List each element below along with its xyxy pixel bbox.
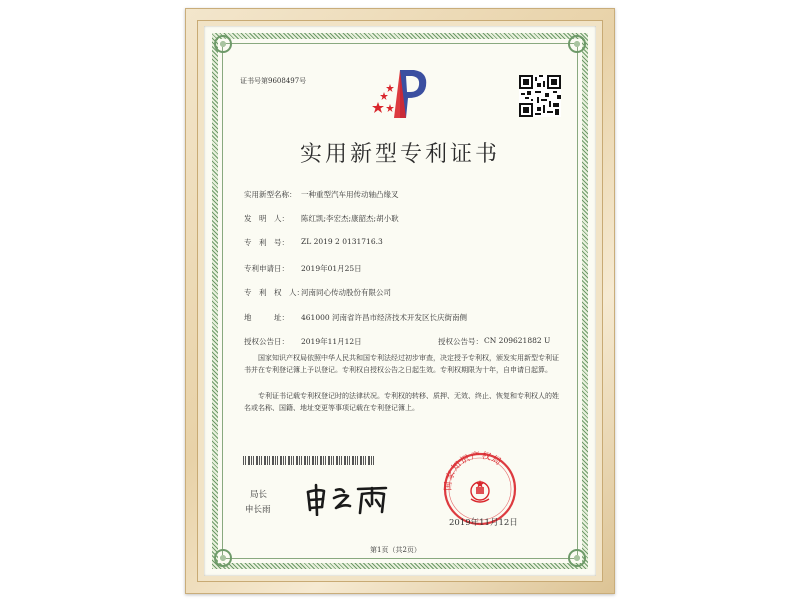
field-label-address: 地 址： — [244, 313, 289, 322]
director-signature — [302, 482, 394, 516]
grant-statement: 国家知识产权局依照中华人民共和国专利法经过初步审查，决定授予专利权，颁发实用新型专利证书并在专利登记簿上予以登记。专利权自授权公告之日起生效。专利权期限为十年，自申请日起算。 — [244, 354, 559, 374]
corner-ornament — [568, 549, 586, 567]
field-label-filing-date: 专利申请日： — [244, 264, 289, 273]
field-label-patentee: 专 利 权 人： — [244, 288, 304, 297]
corner-ornament — [214, 35, 232, 53]
field-label-patent-no: 专 利 号： — [244, 238, 289, 247]
svg-text:国家知识产权局: 国家知识产权局 — [443, 451, 504, 492]
field-label-inventors: 发 明 人： — [244, 214, 289, 223]
legal-status-note: 专利证书记载专利权登记时的法律状况。专利权的转移、质押、无效、终止、恢复和专利权人的姓名或名称、国籍、地址变更等事项记载在专利登记簿上。 — [244, 392, 559, 412]
director-name: 申长雨 — [245, 505, 271, 515]
field-label-announce-no: 授权公告号： — [438, 337, 483, 346]
field-value-announce-no: CN 209621882 U — [484, 336, 551, 345]
corner-ornament — [214, 549, 232, 567]
field-value-grant-date: 2019年11月12日 — [301, 337, 362, 346]
barcode-icon — [243, 456, 375, 465]
field-value-name: 一种重型汽车用传动轴凸缘叉 — [301, 190, 399, 199]
issue-date: 2019年11月12日 — [449, 518, 518, 528]
field-value-patentee: 河南同心传动股份有限公司 — [301, 288, 391, 297]
field-label-grant-date: 授权公告日： — [244, 337, 289, 346]
cnipa-logo-icon — [370, 66, 434, 122]
certificate-number: 证书号第9608497号 — [240, 77, 307, 85]
field-label-name: 实用新型名称： — [244, 190, 297, 199]
field-value-patent-no: ZL 2019 2 0131716.3 — [301, 237, 383, 246]
certificate-title: 实用新型专利证书 — [299, 142, 500, 167]
field-value-filing-date: 2019年01月25日 — [301, 264, 362, 273]
field-value-address: 461000 河南省许昌市经济技术开发区长庆街南侧 — [301, 313, 468, 322]
page-indicator: 第1页（共2页） — [370, 546, 421, 554]
field-value-inventors: 陈红凯;李宏杰;康韶杰;胡小耿 — [301, 214, 399, 223]
corner-ornament — [568, 35, 586, 53]
director-title: 局长 — [250, 490, 268, 500]
qr-code-icon — [519, 75, 561, 117]
